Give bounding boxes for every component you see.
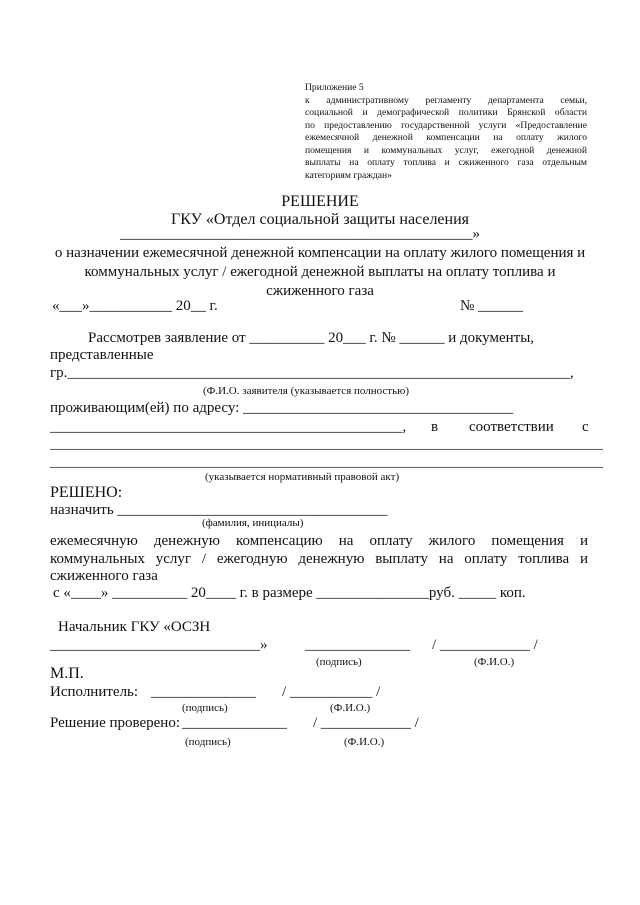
subject-line: сжиженного газа — [266, 283, 374, 299]
checked-signature-hint: (подпись) — [185, 736, 231, 748]
appendix-line: социальной и демографической политики Брянской области — [305, 107, 587, 118]
payment-line: с «____» __________ 20____ г. в размере _______________руб. _____ коп. — [53, 585, 526, 601]
executor-name-line: / ___________ / — [282, 684, 381, 700]
subject-line: коммунальных услуг / ежегодной денежной выплаты на оплату топлива и — [84, 264, 556, 280]
decision-date: «___»___________ 20__ г. — [52, 298, 218, 314]
decision-text: сжиженного газа — [50, 568, 158, 584]
head-name-hint: (Ф.И.О.) — [474, 656, 515, 668]
decided-heading: РЕШЕНО: — [50, 484, 123, 501]
legal-act-line: _______________________________________________________________________________ — [50, 437, 603, 452]
application-line: Рассмотрев заявление от __________ 20___ г. № ______ и документы, — [88, 330, 535, 346]
appendix-line: к административному регламенту департамента семьи, — [305, 94, 587, 106]
appendix-line: выплаты на оплату топлива и сжиженного газа отдельным — [305, 157, 587, 168]
checked-label: Решение проверено: — [50, 715, 181, 731]
head-name-line: / ____________ / — [432, 637, 538, 653]
assign-hint: (фамилия, инициалы) — [202, 517, 304, 529]
legal-act-line: _______________________________________________________________________________ — [50, 455, 603, 470]
citizen-line: гр.___________________________________________________________________, — [50, 365, 574, 381]
decision-text: ежемесячную денежную компенсацию на оплату жилого помещения и — [50, 533, 588, 549]
executor-signature-hint: (подпись) — [182, 702, 228, 714]
organization-line: ГКУ «Отдел социальной защиты населения — [170, 211, 470, 228]
stamp-label: М.П. — [50, 665, 84, 682]
accordance-word: с — [582, 419, 589, 435]
checked-name-line: / ____________ / — [313, 715, 419, 731]
appendix-line: помещения и коммунальных услуг, ежегодной денежной — [305, 144, 587, 156]
appendix-line: ежемесячной денежной компенсации на оплату жилого — [305, 132, 587, 143]
organization-blank: _______________________________________________» — [120, 226, 480, 242]
head-title: Начальник ГКУ «ОСЗН — [58, 619, 211, 635]
head-signature-line: ______________ — [305, 637, 410, 653]
head-blank: ____________________________» — [50, 637, 268, 653]
assign-line: назначить ____________________________________ — [50, 502, 388, 518]
decision-number: № ______ — [460, 298, 524, 314]
checked-signature-line: ______________ — [182, 715, 287, 731]
head-signature-hint: (подпись) — [316, 656, 362, 668]
subject-line: о назначении ежемесячной денежной компенсации на оплату жилого помещения и — [54, 245, 586, 261]
checked-name-hint: (Ф.И.О.) — [344, 736, 385, 748]
legal-act-hint: (указывается нормативный правовой акт) — [205, 471, 400, 483]
address-line: проживающим(ей) по адресу: ____________________________________ — [50, 400, 514, 416]
accordance-word: в — [431, 419, 439, 435]
executor-name-hint: (Ф.И.О.) — [330, 702, 371, 714]
appendix-note — [305, 82, 587, 182]
decision-text: коммунальных услуг / ежегодную денежную выплату на оплату топлива и — [50, 551, 588, 567]
citizen-hint: (Ф.И.О. заявителя (указывается полностью) — [203, 385, 409, 397]
accordance-word: соответствии — [469, 419, 554, 435]
address-continuation: _______________________________________________, — [50, 419, 407, 435]
appendix-line: категориям граждан» — [305, 169, 392, 181]
document-title: РЕШЕНИЕ — [281, 193, 359, 210]
executor-signature-line: ______________ — [151, 684, 256, 700]
executor-label: Исполнитель: — [50, 684, 139, 700]
appendix-line: Приложение 5 — [305, 82, 364, 93]
presented-label: представленные — [50, 347, 154, 363]
appendix-line: по предоставлению государственной услуги «Предоставление — [305, 119, 587, 131]
